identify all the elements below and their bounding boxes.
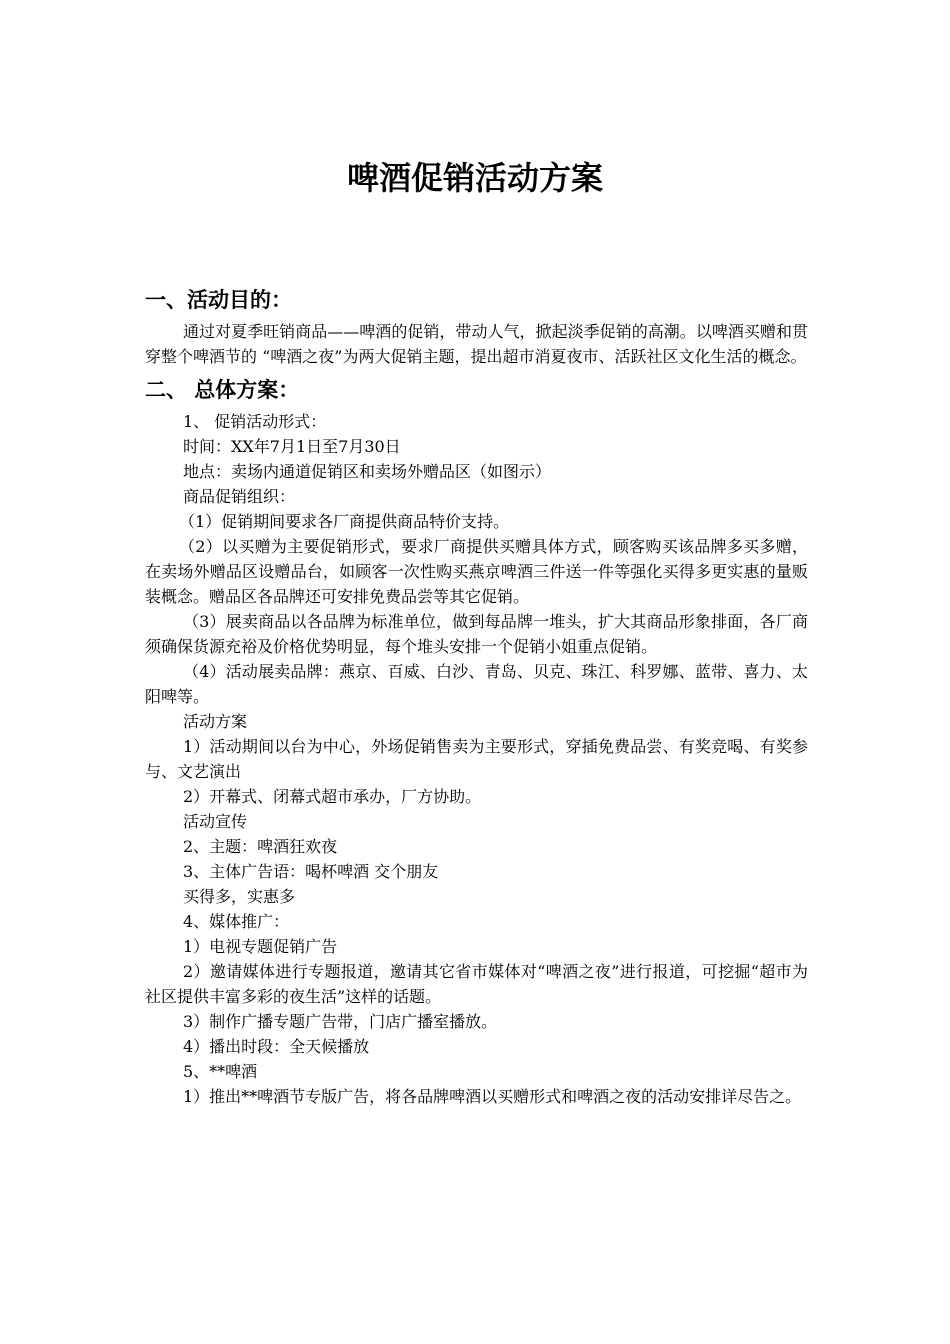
plan-item-3: （3）展卖商品以各品牌为标准单位，做到每品牌一堆头，扩大其商品形象排面，各厂商须确保货源充裕及价格优势明显，每个堆头安排一个促销小姐重点促销。 xyxy=(145,612,808,656)
beer-heading: 5、**啤酒 xyxy=(183,1062,258,1081)
document-title: 啤酒促销活动方案 xyxy=(346,159,603,197)
plan-line-organization: 商品促销组织： xyxy=(183,487,296,506)
activity-plan-heading: 活动方案 xyxy=(183,712,248,731)
plan-item-4: （4）活动展卖品牌：燕京、百威、白沙、青岛、贝克、珠江、科罗娜、蓝带、喜力、太阳啤等。 xyxy=(145,662,808,706)
promotion-heading: 活动宣传 xyxy=(183,812,248,831)
promotion-slogan-2: 买得多，实惠多 xyxy=(183,887,296,906)
plan-item-2: （2）以买赠为主要促销形式，要求厂商提供买赠具体方式，顾客购买该品牌多买多赠，在卖场外赠品区设赠品台，如顾客一次性购买燕京啤酒三件送一件等强化买得多更实惠的量贩装概念。赠品区各品牌还可安排免费品尝等其它促销。 xyxy=(145,537,808,606)
media-item-4: 4）播出时段：全天候播放 xyxy=(183,1037,370,1056)
plan-line-location: 地点：卖场内通道促销区和卖场外赠品区（如图示） xyxy=(183,462,552,481)
plan-item-1: （1）促销期间要求各厂商提供商品特价支持。 xyxy=(179,512,510,531)
media-item-1: 1）电视专题促销广告 xyxy=(183,937,338,956)
media-item-2: 2）邀请媒体进行专题报道，邀请其它省市媒体对“啤酒之夜”进行报道，可挖掘“超市为社区提供丰富多彩的夜生活”这样的话题。 xyxy=(145,962,808,1006)
activity-plan-item-1: 1）活动期间以台为中心，外场促销售卖为主要形式，穿插免费品尝、有奖竞喝、有奖参与、文艺演出 xyxy=(145,737,808,781)
promotion-theme: 2、主题：啤酒狂欢夜 xyxy=(183,837,338,856)
promotion-slogan: 3、主体广告语：喝杯啤酒 交个朋友 xyxy=(183,862,439,881)
plan-line-time: 时间：XX年7月1日至7月30日 xyxy=(183,437,401,456)
media-item-3: 3）制作广播专题广告带，门店广播室播放。 xyxy=(183,1012,498,1031)
section-heading-purpose: 一、活动目的： xyxy=(145,288,292,312)
purpose-paragraph: 通过对夏季旺销商品——啤酒的促销，带动人气，掀起淡季促销的高潮。以啤酒买赠和贯穿整个啤酒节的 “啤酒之夜”为两大促销主题，提出超市消夏夜市、活跃社区文化生活的概念。 xyxy=(145,322,808,366)
plan-line-form: 1、 促销活动形式： xyxy=(183,412,327,431)
document-body xyxy=(145,283,808,1109)
section-heading-overall-plan: 二、 总体方案： xyxy=(145,378,300,402)
activity-plan-item-2: 2）开幕式、闭幕式超市承办，厂方协助。 xyxy=(183,787,482,806)
media-heading: 4、媒体推广： xyxy=(183,912,290,931)
beer-item-1: 1）推出**啤酒节专版广告，将各品牌啤酒以买赠形式和啤酒之夜的活动安排详尽告之。 xyxy=(183,1087,802,1106)
